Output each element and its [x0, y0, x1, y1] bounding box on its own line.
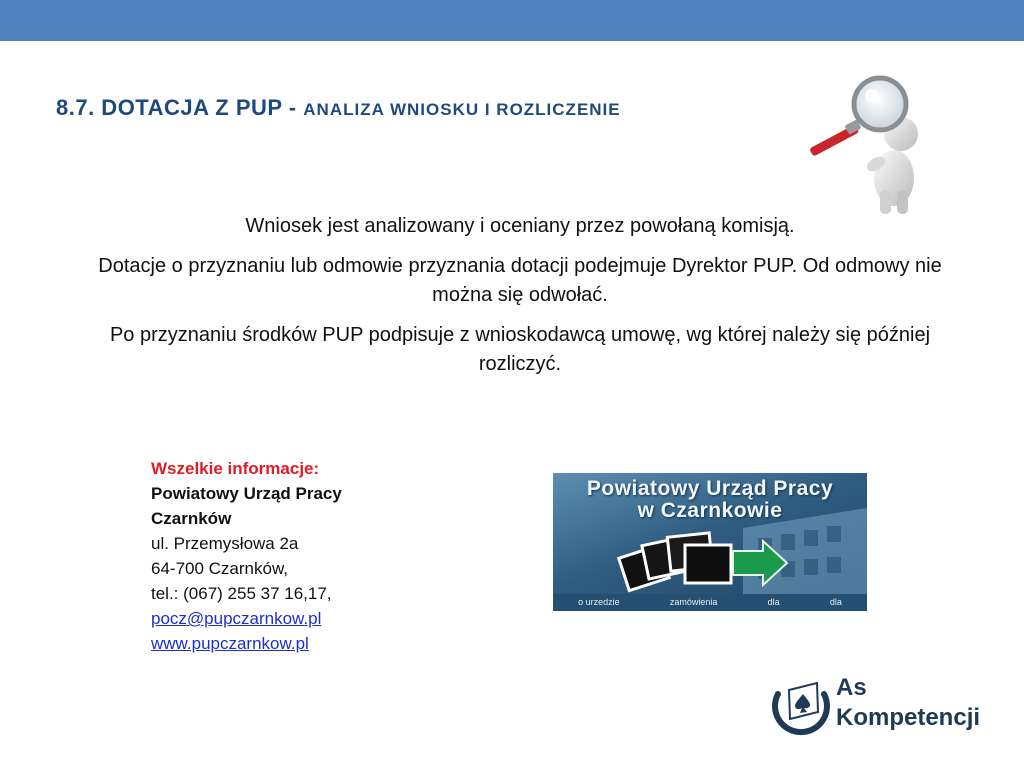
banner-nav-item: dla — [767, 597, 780, 607]
top-bar — [0, 0, 1024, 41]
banner-nav-item: zamówienia — [669, 597, 718, 607]
banner-title-line2: w Czarnkowie — [637, 499, 783, 522]
banner-title-line1: Powiatowy Urząd Pracy — [586, 477, 834, 500]
slide-title — [56, 94, 621, 124]
contact-street: ul. Przemysłowa 2a — [151, 534, 299, 553]
contact-phone: tel.: (067) 255 37 16,17, — [151, 584, 332, 603]
paragraph: Wniosek jest analizowany i oceniany przez powołaną komisją. — [245, 215, 795, 237]
paragraph: Po przyznaniu środków PUP podpisuje z wnioskodawcą umowę, wg której należy się później rozliczyć. — [109, 324, 931, 375]
contact-org-city: Czarnków — [151, 509, 232, 528]
contact-city: 64-700 Czarnków, — [151, 559, 289, 578]
logo-line1: As — [836, 674, 867, 701]
website-link[interactable]: www.pupczarnkow.pl — [151, 634, 309, 653]
email-link[interactable]: pocz@pupczarnkow.pl — [151, 609, 322, 628]
spade-icon — [770, 674, 832, 740]
slide-title-main: 8.7. DOTACJA Z PUP - — [56, 95, 297, 120]
slide-title-sub: ANALIZA WNIOSKU I ROZLICZENIE — [303, 100, 621, 119]
as-kompetencji-logo — [770, 672, 1000, 742]
cards-arrow-icon — [613, 523, 793, 603]
contact-heading: Wszelkie informacje: — [151, 459, 320, 478]
banner-nav — [553, 594, 867, 611]
banner-nav-item: o urzedzie — [578, 597, 620, 607]
logo-line2: Kompetencji — [836, 704, 981, 731]
contact-info — [151, 456, 451, 656]
contact-org-name: Powiatowy Urząd Pracy — [151, 484, 342, 503]
pup-banner-image[interactable] — [553, 473, 867, 611]
banner-nav-item: dla — [829, 597, 842, 607]
magnifier-figure-icon — [806, 66, 926, 216]
body-text — [80, 212, 960, 390]
paragraph: Dotacje o przyznaniu lub odmowie przyznania dotacji podejmuje Dyrektor PUP. Od odmowy nie można się odwołać. — [98, 255, 942, 306]
